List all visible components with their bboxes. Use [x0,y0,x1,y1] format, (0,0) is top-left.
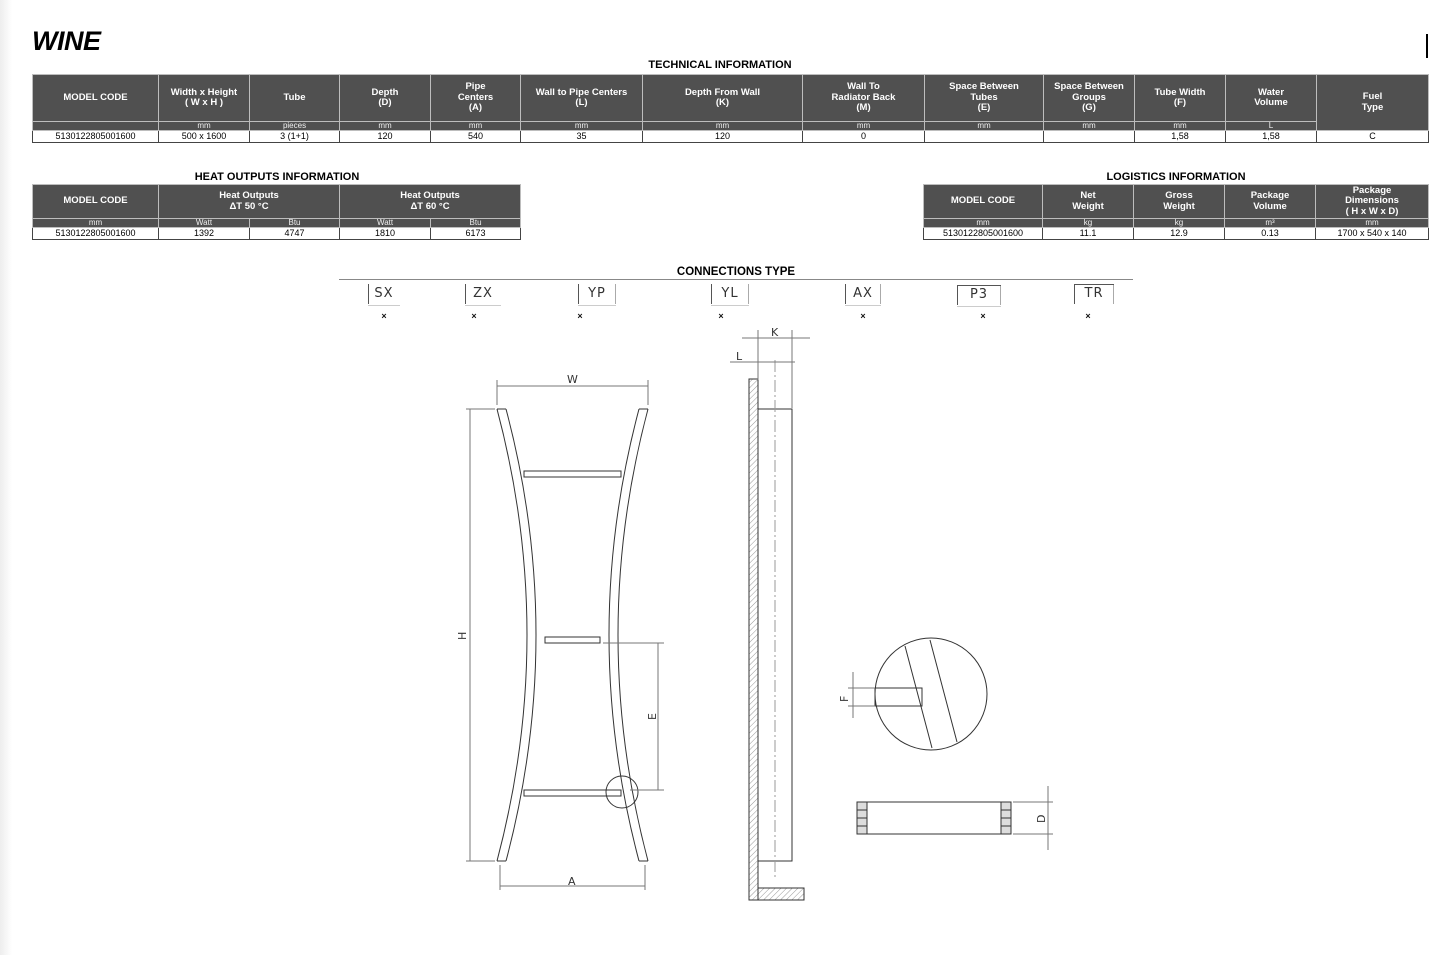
dim-label-d: D [1035,814,1048,823]
logistics-header: Package Volume [1225,185,1316,219]
tech-unit: mm [159,122,250,131]
tech-header: Tube Width (F) [1135,75,1226,122]
heat-value: 1392 [159,228,250,240]
tech-unit: mm [340,122,431,131]
logistics-unit: m³ [1225,219,1316,228]
side-view [730,330,810,900]
tech-value: 0 [803,131,925,143]
tech-value: 1,58 [1135,131,1226,143]
heat-group-header: Heat Outputs ΔT 60 °C [340,185,521,219]
connection-yp: YP [578,284,616,304]
connection-zx: ZX [465,284,501,304]
heat-value: 5130122805001600 [33,228,159,240]
technical-info-title: TECHNICAL INFORMATION [648,59,792,71]
heat-group-header: Heat Outputs ΔT 50 °C [159,185,340,219]
tech-unit: mm [431,122,521,131]
logistics-unit: kg [1134,219,1225,228]
logistics-unit: mm [924,219,1043,228]
tech-value: 35 [521,131,643,143]
logistics-header: Net Weight [1043,185,1134,219]
heat-unit: Watt [159,219,250,228]
connection-p3: P3 [957,285,1001,305]
logistics-value: 5130122805001600 [924,228,1043,240]
connection-ax: AX [845,284,881,304]
connection-tr: TR [1074,284,1114,304]
tech-value: 540 [431,131,521,143]
heat-unit: Btu [250,219,340,228]
tech-unit: mm [803,122,925,131]
tech-header: Wall To Radiator Back (M) [803,75,925,122]
logistics-title: LOGISTICS INFORMATION [1106,171,1246,183]
logistics-value: 1700 x 540 x 140 [1316,228,1429,240]
tech-header: Pipe Centers (A) [431,75,521,122]
product-title: WINE [32,26,101,56]
tech-value: 3 (1+1) [250,131,340,143]
logistics-value: 0.13 [1225,228,1316,240]
logistics-header: Gross Weight [1134,185,1225,219]
logistics-value: 11.1 [1043,228,1134,240]
tube-detail [848,638,987,750]
dim-label-h: H [456,631,469,640]
tech-unit: mm [521,122,643,131]
tech-unit: mm [1135,122,1226,131]
tech-unit: mm [1044,122,1135,131]
tech-header: Depth From Wall (K) [643,75,803,122]
heat-model-header: MODEL CODE [33,185,159,219]
tech-header: Wall to Pipe Centers (L) [521,75,643,122]
front-view [466,380,664,890]
dim-label-w: W [567,373,578,386]
dim-label-e: E [646,713,659,720]
heat-outputs-title: HEAT OUTPUTS INFORMATION [194,171,360,183]
heat-unit: mm [33,219,159,228]
connection-p3-mark: × [980,311,986,321]
logistics-unit: mm [1316,219,1429,228]
connection-ax-mark: × [860,311,866,321]
heat-unit: Watt [340,219,431,228]
logistics-header: MODEL CODE [924,185,1043,219]
tech-unit: mm [643,122,803,131]
connection-zx-mark: × [471,311,477,321]
tech-header: Fuel Type [1317,75,1429,131]
dim-label-a: A [568,875,576,888]
tech-unit: L [1226,122,1317,131]
heat-value: 4747 [250,228,340,240]
heat-unit: Btu [431,219,521,228]
connection-sx-mark: × [381,311,387,321]
dim-label-k: K [771,326,779,339]
connection-yl-mark: × [718,311,724,321]
connection-tr-mark: × [1085,311,1091,321]
tube-section [857,786,1053,850]
connection-sx: SX [368,284,400,304]
heat-value: 6173 [431,228,521,240]
heat-value: 1810 [340,228,431,240]
connections-title: CONNECTIONS TYPE [676,266,796,278]
tech-value: 5130122805001600 [33,131,159,143]
logistics-value: 12.9 [1134,228,1225,240]
logistics-header: Package Dimensions ( H x W x D) [1316,185,1429,219]
tech-value: 1,58 [1226,131,1317,143]
tech-value: 120 [643,131,803,143]
tech-header: Space Between Groups (G) [1044,75,1135,122]
dim-label-f: F [838,695,851,702]
tech-header: Space Between Tubes (E) [925,75,1044,122]
tech-value: 120 [340,131,431,143]
tech-header: MODEL CODE [33,75,159,122]
connection-yl: YL [711,284,749,304]
tech-value: 500 x 1600 [159,131,250,143]
tech-header: Width x Height ( W x H ) [159,75,250,122]
connection-yp-mark: × [577,311,583,321]
dim-label-l: L [736,350,743,363]
tech-value: C [1317,131,1429,143]
tech-unit: mm [925,122,1044,131]
logistics-unit: kg [1043,219,1134,228]
tech-header: Water Volume [1226,75,1317,122]
tech-header: Tube [250,75,340,122]
tech-header: Depth (D) [340,75,431,122]
tech-unit: pieces [250,122,340,131]
